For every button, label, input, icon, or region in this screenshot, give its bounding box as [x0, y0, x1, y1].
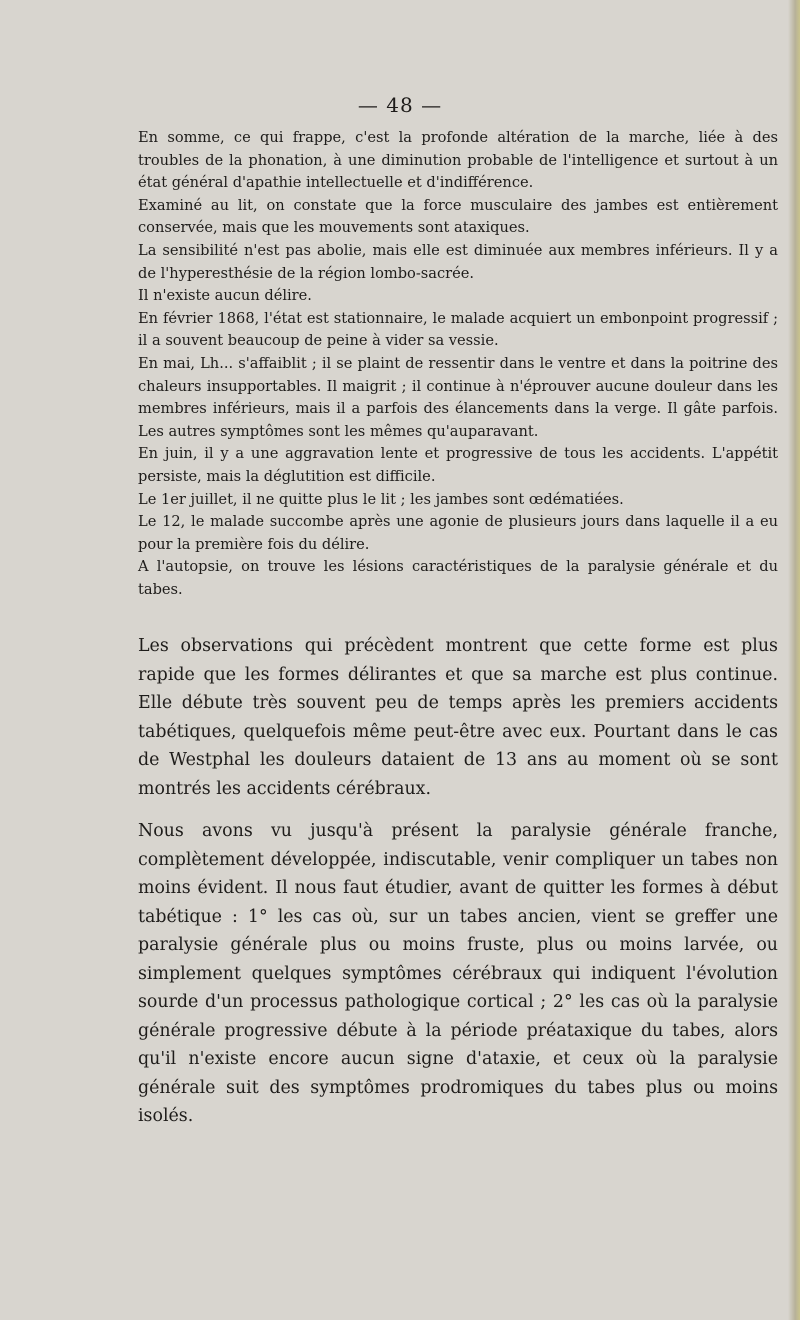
paragraph: En somme, ce qui frappe, c'est la profonde altération de la marche, liée à des troubles de la phonation, à une diminution probable de l'intelligence et surtout à un état général d'apathie intellectuelle et d'indifférence.: [138, 129, 778, 192]
paragraph: Il n'existe aucun délire.: [138, 287, 312, 305]
commentary-paragraph-1: Les observations qui précèdent montrent que cette forme est plus rapide que les formes délirantes et que sa marche est plus continue. Elle débute très souvent peu de temps après les premiers accidents tabétiques, quelquefois même peut-être avec eux. Pourtant dans le cas de Westphal les douleurs dataient de 13 ans au moment où se sont montrés les accidents cérébraux.: [138, 636, 778, 799]
paragraph: En juin, il y a une aggravation lente et progressive de tous les accidents. L'appétit persiste, mais la déglutition est difficile.: [138, 445, 778, 485]
paragraph: Examiné au lit, on constate que la force musculaire des jambes est entièrement conservée, mais que les mouvements sont ataxiques.: [138, 196, 778, 237]
paragraph: Le 1er juillet, il ne quitte plus le lit ; les jambes sont œdématiées.: [138, 490, 624, 508]
paragraph: La sensibilité n'est pas abolie, mais elle est diminuée aux membres inférieurs. Il y a de l'hyperesthésie de la région lombo-sacrée.: [138, 241, 778, 282]
page-edge: [788, 0, 800, 1320]
paragraph: En mai, Lh... s'affaiblit ; il se plaint de ressentir dans le ventre et dans la poitrine des chaleurs insupportables. Il maigrit ; il continue à n'éprouver aucune douleur dans les membres inférieurs, mais il a parfois des élancements dans la verge. Il gâte parfois. Les autres symptômes sont les mêmes qu'auparavant.: [138, 354, 778, 440]
page-number-header: — 48 —: [357, 93, 443, 117]
paragraph: A l'autopsie, on trouve les lésions caractéristiques de la paralysie générale et du tabes.: [138, 558, 778, 598]
paragraph: En février 1868, l'état est stationnaire, le malade acquiert un embonpoint progressif ; il a souvent beaucoup de peine à vider sa vessie.: [138, 309, 778, 350]
paragraph: Le 12, le malade succombe après une agonie de plusieurs jours dans laquelle il a eu pour la première fois du délire.: [138, 513, 778, 553]
observation-text: [138, 127, 778, 601]
commentary-paragraph-2: Nous avons vu jusqu'à présent la paralysie générale franche, complètement développée, indiscutable, venir compliquer un tabes non moins évident. Il nous faut étudier, avant de quitter les formes à début tabétique : 1° les cas où, sur un tabes ancien, vient se greffer une paralysie générale plus ou moins fruste, plus ou moins larvée, ou simplement quelques symptômes cérébraux qui indiquent l'évolution sourde d'un processus pathologique cortical ; 2° les cas où la paralysie générale progressive débute à la période préataxique du tabes, alors qu'il n'existe encore aucun signe d'ataxie, et ceux où la paralysie générale suit des symptômes prodromiques du tabes plus ou moins isolés.: [138, 821, 778, 1126]
